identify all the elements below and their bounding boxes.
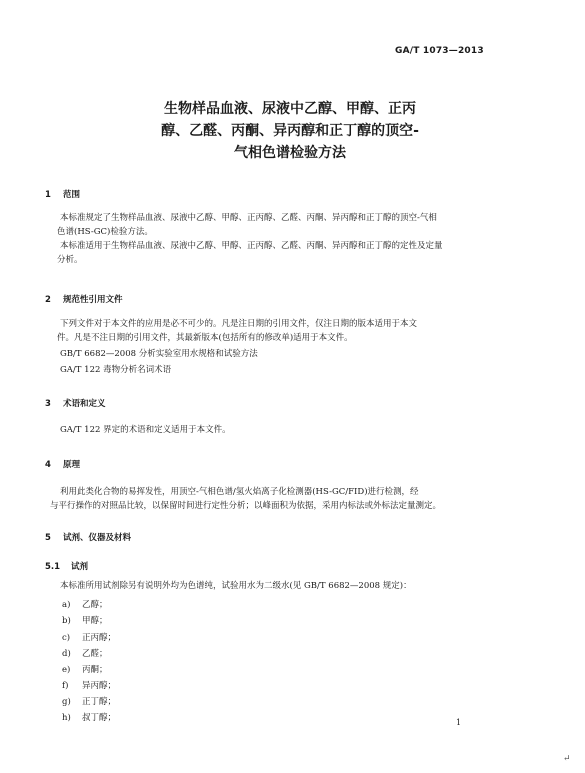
text-line: 与平行操作的对照品比较，以保留时间进行定性分析；以峰面积为依据，采用内标法或外标法定量测定。 — [50, 500, 442, 511]
section-title: 范围 — [63, 190, 81, 200]
list-item-label: d) — [62, 649, 71, 659]
list-item-text: 丙酮； — [82, 665, 108, 675]
list-item-text: 乙醇； — [82, 600, 108, 610]
section-number: 4 — [45, 460, 51, 470]
document-title — [80, 98, 500, 164]
text-line: 下列文件对于本文件的应用是必不可少的。凡是注日期的引用文件，仅注日期的版本适用于本文 — [60, 319, 418, 329]
list-item-label: c) — [62, 633, 71, 643]
section-number: 2 — [45, 295, 51, 305]
text-line: 色谱(HS-GC)检验方法。 — [57, 226, 153, 237]
section-1-paragraph-1 — [57, 212, 490, 239]
list-item-label: b) — [62, 616, 71, 626]
section-number: 3 — [45, 399, 51, 409]
list-item-label: g) — [62, 697, 71, 707]
section-5-heading — [45, 531, 131, 543]
list-item — [62, 663, 108, 675]
section-1-heading — [45, 188, 80, 200]
standard-code: GA/T 1073—2013 — [395, 46, 484, 56]
section-number: 5 — [45, 533, 51, 543]
section-2-heading — [45, 293, 123, 305]
list-item-text: 异丙醇； — [82, 681, 117, 691]
list-item-label: e) — [62, 665, 71, 675]
text-line: 利用此类化合物的易挥发性，用顶空-气相色谱/氢火焰离子化检测器(HS-GC/FID)进行检测，经 — [60, 487, 419, 497]
list-item-text: 叔丁醇； — [82, 713, 117, 723]
title-line-1: 生物样品血液、尿液中乙醇、甲醇、正丙 — [164, 101, 416, 117]
text-line: 本标准适用于生物样品血液、尿液中乙醇、甲醇、正丙醇、乙醛、丙酮、异丙醇和正丁醇的定性及定量 — [60, 241, 443, 251]
text-line: 件。凡是不注日期的引用文件，其最新版本(包括所有的修改单)适用于本文件。 — [57, 332, 353, 343]
reference-2: GA/T 122 毒物分析名词术语 — [60, 365, 172, 375]
section-title: 原理 — [63, 460, 81, 470]
section-title: 试剂、仪器及材料 — [63, 533, 132, 543]
list-item-text: 正丙醇； — [82, 633, 117, 643]
list-item-label: h) — [62, 713, 71, 723]
subsection-title: 试剂 — [71, 562, 89, 572]
section-title: 规范性引用文件 — [63, 295, 123, 305]
text-line: 分析。 — [57, 254, 83, 265]
title-line-2: 醇、乙醛、丙酮、异丙醇和正丁醇的顶空- — [161, 123, 419, 139]
title-line-3: 气相色谱检验方法 — [234, 145, 346, 161]
list-item-text: 正丁醇； — [82, 697, 117, 707]
list-item-label: f) — [62, 681, 69, 691]
list-item — [62, 631, 116, 643]
list-item — [62, 695, 116, 707]
reference-1: GB/T 6682—2008 分析实验室用水规格和试验方法 — [60, 349, 258, 359]
list-item — [62, 598, 108, 610]
section-3-paragraph-1: GA/T 122 界定的术语和定义适用于本文件。 — [60, 425, 231, 435]
section-2-paragraph-1 — [57, 318, 490, 345]
section-title: 术语和定义 — [63, 399, 106, 409]
text-line: 本标准规定了生物样品血液、尿液中乙醇、甲醇、正丙醇、乙醛、丙酮、异丙醇和正丁醇的顶空-气相 — [60, 213, 437, 223]
section-1-paragraph-2 — [57, 240, 490, 267]
return-mark-icon: ↵ — [563, 754, 571, 764]
section-5-1-paragraph-1: 本标准所用试剂除另有说明外均为色谱纯，试验用水为二级水(见 GB/T 6682—2008 规定)： — [60, 581, 412, 591]
page-number: 1 — [456, 718, 462, 727]
section-3-heading — [45, 397, 106, 409]
list-item — [62, 614, 108, 626]
section-4-heading — [45, 458, 80, 470]
subsection-5-1-heading — [45, 560, 88, 572]
list-item — [62, 647, 108, 659]
section-4-paragraph-1 — [50, 486, 490, 513]
list-item — [62, 711, 116, 723]
list-item-label: a) — [62, 600, 71, 610]
list-item — [62, 679, 116, 691]
section-number: 1 — [45, 190, 51, 200]
subsection-number: 5.1 — [45, 562, 61, 572]
list-item-text: 乙醛； — [82, 649, 108, 659]
list-item-text: 甲醇； — [82, 616, 108, 626]
